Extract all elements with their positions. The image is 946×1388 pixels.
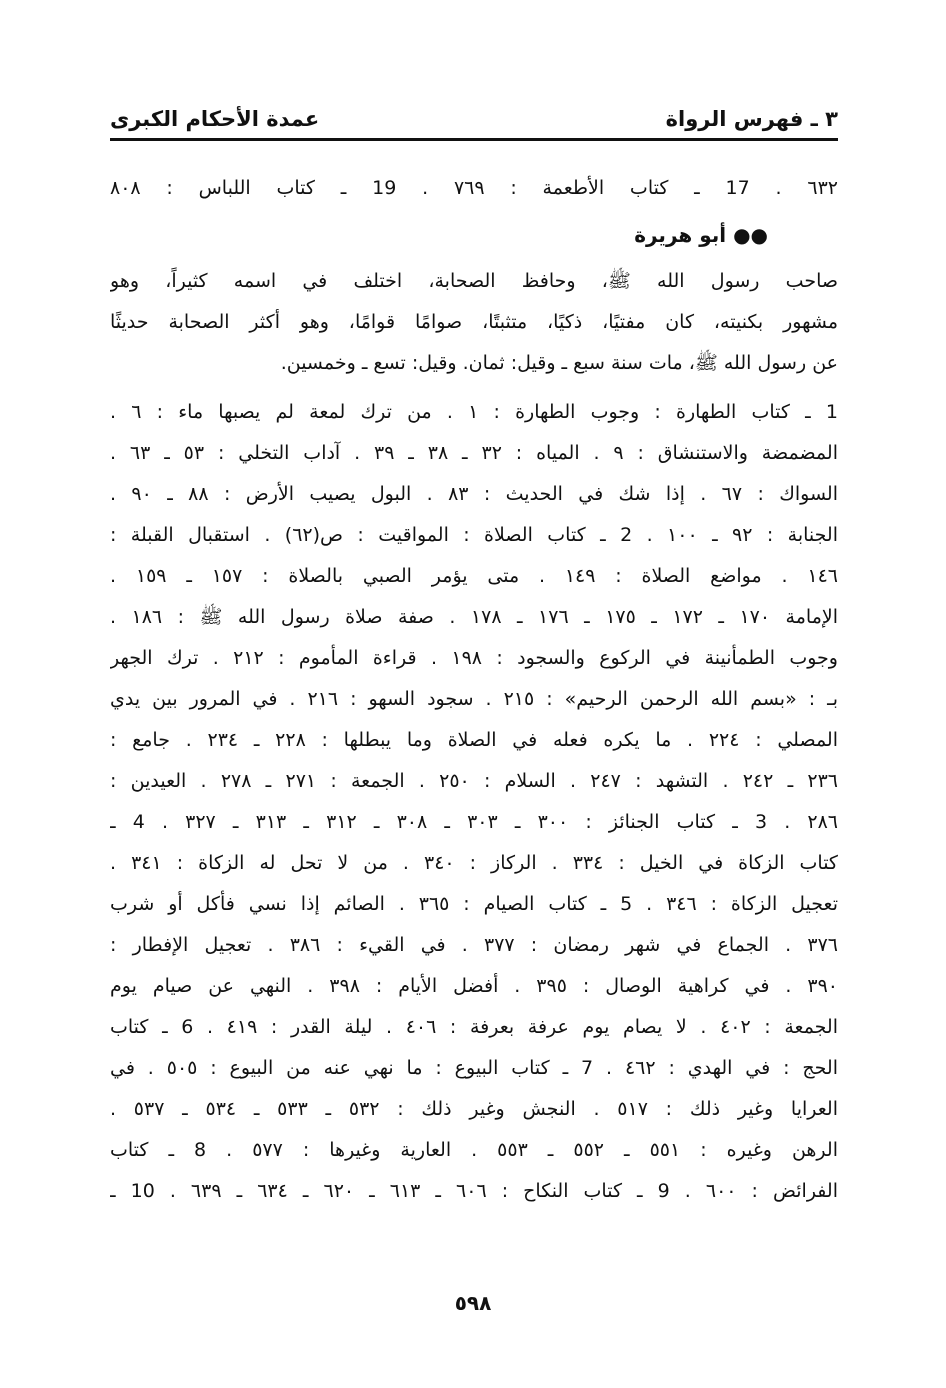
page-header [110,104,838,136]
index-line: الرهن وغيره : ٥٥١ ـ ٥٥٢ ـ ٥٥٣ . العارية وغيرها : ٥٧٧ . 8 ـ كتاب [110,1139,838,1161]
index-line: السواك : ٦٧ . إذا شك في الحديث : ٨٣ . البول يصيب الأرض : ٨٨ ـ ٩٠ . [110,483,838,505]
page-body [110,168,838,1212]
bio-line: مشهور بكنيته، كان مفتيًا، ذكيًا، متثبتًا، صوامًا قوامًا، وهو أكثر الصحابة حديثًا [110,311,838,333]
index-line: ٣٧٦ . الجماع في شهر رمضان : ٣٧٧ . في القيء : ٣٨٦ . تعجيل الإفطار : [110,934,838,956]
header-rule [110,138,838,141]
index-line: الجنابة : ٩٢ ـ ١٠٠ . 2 ـ كتاب الصلاة : المواقيت : ص(٦٢) . استقبال القبلة : [110,524,838,546]
index-line: ٢٨٦ . 3 ـ كتاب الجنائز : ٣٠٠ ـ ٣٠٣ ـ ٣٠٨ ـ ٣١٢ ـ ٣١٣ ـ ٣٢٧ . 4 ـ [110,811,838,833]
index-line: الجمعة : ٤٠٢ . لا يصام يوم عرفة بعرفة : ٤٠٦ . ليلة القدر : ٤١٩ . 6 ـ كتاب [110,1016,838,1038]
index-line: الإمامة ١٧٠ ـ ١٧٢ ـ ١٧٥ ـ ١٧٦ ـ ١٧٨ . صفة صلاة رسول الله ﷺ : ١٨٦ . [110,606,838,628]
index-line: المصلي : ٢٢٤ . ما يكره فعله في الصلاة وما يبطلها : ٢٢٨ ـ ٢٣٤ . جامع : [110,729,838,751]
index-line: 1 ـ كتاب الطهارة : وجوب الطهارة : ١ . من ترك لمعة لم يصبها ماء : ٦ . [110,401,838,423]
index-line: الفرائض : ٦٠٠ . 9 ـ كتاب النكاح : ٦٠٦ ـ ٦١٣ ـ ٦٢٠ ـ ٦٣٤ ـ ٦٣٩ . 10 ـ [110,1180,838,1202]
index-line: المضمضة والاستنشاق : ٩ . المياه : ٣٢ ـ ٣٨ ـ ٣٩ . آداب التخلي : ٥٣ ـ ٦٣ . [110,442,838,464]
index-line: الحج : في الهدي : ٤٦٢ . 7 ـ كتاب البيوع : ما نهي عنه من البيوع : ٥٠٥ . في [110,1057,838,1079]
page-number: ٥٩٨ [454,1291,492,1315]
index-line: العرايا وغير ذلك : ٥١٧ . النجش وغير ذلك : ٥٣٢ ـ ٥٣٣ ـ ٥٣٤ ـ ٥٣٧ . [110,1098,838,1120]
section-title: ٣ ـ فهرس الرواة [665,107,838,131]
bio-line: عن رسول الله ﷺ، مات سنة سبع ـ وقيل: ثمان. وقيل: تسع ـ وخمسين. [280,352,838,374]
narrator-name: ●● أبو هريرة [634,223,768,247]
paragraph-gap [110,384,838,392]
index-line: ١٤٦ . مواضع الصلاة : ١٤٩ . متى يؤمر الصبي بالصلاة : ١٥٧ ـ ١٥٩ . [110,565,838,587]
index-line: وجوب الطمأنينة في الركوع والسجود : ١٩٨ . قراءة المأموم : ٢١٢ . ترك الجهر [110,647,838,669]
book-title: عمدة الأحكام الكبرى [110,107,320,131]
index-line: ٣٩٠ . في كراهية الوصال : ٣٩٥ . أفضل الأيام : ٣٩٨ . النهي عن صيام يوم [110,975,838,997]
index-line: بـ : «بسم الله الرحمن الرحيم» : ٢١٥ . سجود السهو : ٢١٦ . في المرور بين يدي [110,688,838,710]
index-line: كتاب الزكاة في الخيل : ٣٣٤ . الركاز : ٣٤٠ . من لا تحل له الزكاة : ٣٤١ . [110,852,838,874]
index-line: تعجيل الزكاة : ٣٤٦ . 5 ـ كتاب الصيام : ٣٦٥ . الصائم إذا نسي فأكل أو شرب [110,893,838,915]
bio-line: صاحب رسول الله ﷺ، وحافظ الصحابة، اختلف في اسمه كثيراً، وهو [110,270,838,292]
index-line: ٢٣٦ ـ ٢٤٢ . التشهد : ٢٤٧ . السلام : ٢٥٠ . الجمعة : ٢٧١ ـ ٢٧٨ . العيدين : [110,770,838,792]
intro-line: ٦٣٢ . 17 ـ كتاب الأطعمة : ٧٦٩ . 19 ـ كتاب اللباس : ٨٠٨ [110,177,838,199]
